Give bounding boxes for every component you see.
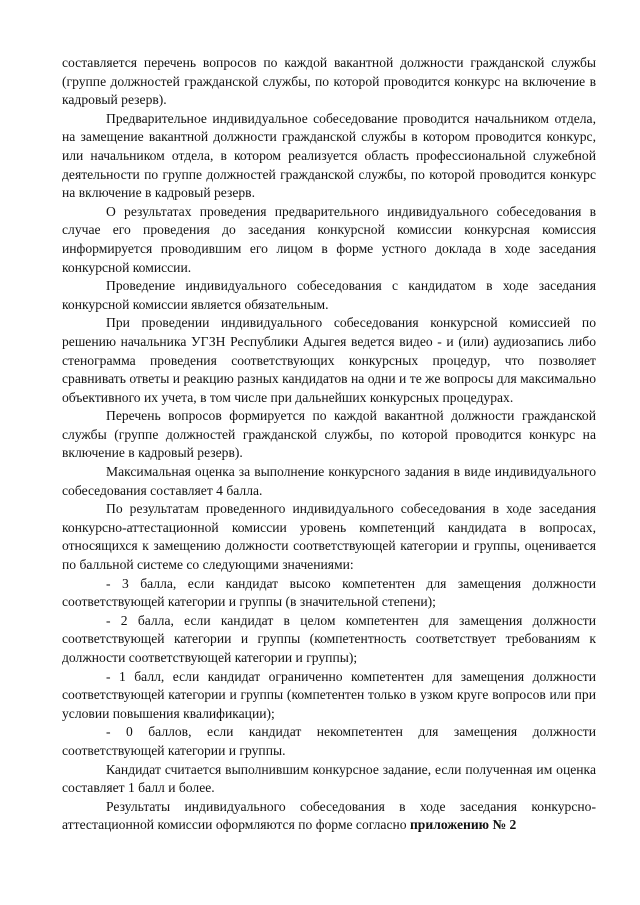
document-page <box>62 54 596 835</box>
appendix-reference: приложению № 2 <box>409 817 517 833</box>
paragraph-13: Кандидат считается выполнившим конкурсное задание, если полученная им оценка составляет 1 балл и более. <box>62 761 596 796</box>
paragraph-3: О результатах проведения предварительного индивидуального собеседования в случае его проведения до заседания конкурсной комиссии конкурсная комиссия информируется проводившим его лицом в форме устного доклада в ходе заседания конкурсной комиссии. <box>62 203 596 275</box>
paragraph-14 <box>62 798 596 835</box>
paragraph-4: Проведение индивидуального собеседования с кандидатом в ходе заседания конкурсной комиссии является обязательным. <box>62 278 596 312</box>
score-item-1: - 1 балл, если кандидат ограниченно компетентен для замещения должности соответствующей категории и группы (компетентен только в узком круге вопросов или при условии повышения квалификации); <box>62 668 596 721</box>
paragraph-1: составляется перечень вопросов по каждой вакантной должности гражданской службы (группе должностей гражданской службы, по которой проводится конкурс на включение в кадровый резерв). <box>62 55 596 108</box>
paragraph-6: Перечень вопросов формируется по каждой вакантной должности гражданской службы (группе должностей гражданской службы, по которой проводится конкурс на включение в кадровый резерв). <box>62 408 596 461</box>
score-item-2: - 2 балла, если кандидат в целом компетентен для замещения должности соответствующей категории и группы (компетентность соответствует требованиям к должности соответствующей категории и группы); <box>62 612 596 665</box>
score-item-0: - 0 баллов, если кандидат некомпетентен для замещения должности соответствующей категории и группы. <box>62 724 596 758</box>
paragraph-5: При проведении индивидуального собеседования конкурсной комиссией по решению начальника УГЗН Республики Адыгея ведется видео - и (или) аудиозапись либо стенограмма проведения соответствующих конкурсных процедур, что позволяет сравнивать ответы и реакцию разных кандидатов на одни и те же вопросы для максимально объективного их учета, в том числе при дальнейших конкурсных процедурах. <box>62 315 596 405</box>
paragraph-14-text: Результаты индивидуального собеседования в ходе заседания конкурсно-аттестационной комиссии оформляются по форме согласно <box>62 798 596 833</box>
paragraph-7: Максимальная оценка за выполнение конкурсного задания в виде индивидуального собеседования составляет 4 балла. <box>62 464 596 498</box>
paragraph-2: Предварительное индивидуальное собеседование проводится начальником отдела, на замещение вакантной должности гражданской службы в котором проводится конкурс, или начальником отдела, в котором реализуется область профессиональной служебной деятельности по группе должностей гражданской службы, по которой проводится конкурс на включение в кадровый резерв. <box>62 110 596 201</box>
score-item-3: - 3 балла, если кандидат высоко компетентен для замещения должности соответствующей категории и группы (в значительной степени); <box>62 575 596 610</box>
paragraph-8: По результатам проведенного индивидуального собеседования в ходе заседания конкурсно-аттестационной комиссии уровень компетенций кандидата в вопросах, относящихся к замещению должности соответствующей категории и группы, оценивается по балльной системе со следующими значениями: <box>62 501 596 573</box>
